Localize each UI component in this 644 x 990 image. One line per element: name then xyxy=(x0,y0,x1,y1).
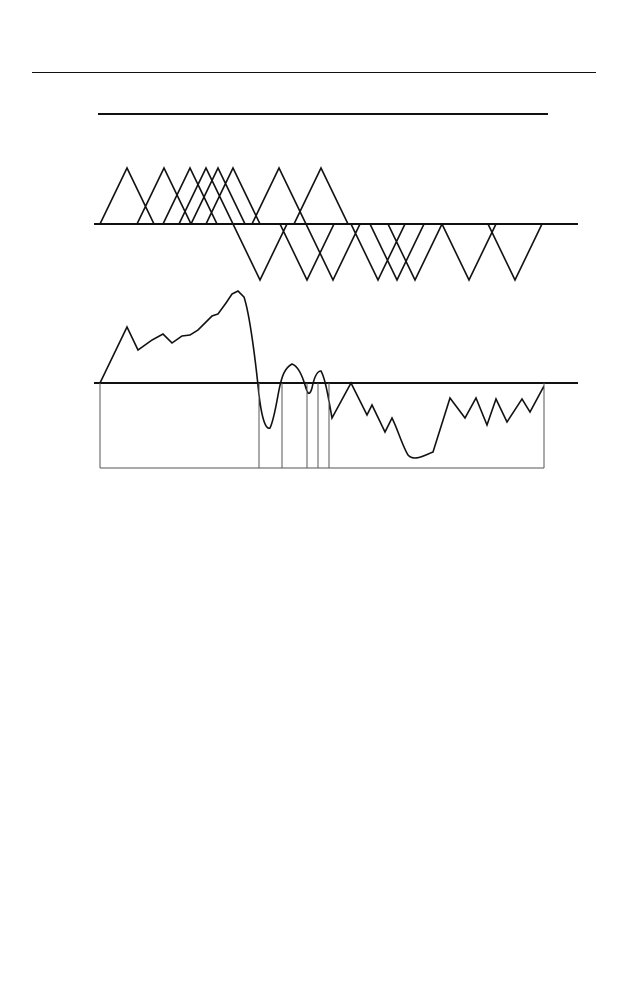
tri-down-5 xyxy=(370,224,424,280)
triangle-potentials xyxy=(94,168,578,280)
tri-down-1 xyxy=(233,224,287,280)
text-line xyxy=(32,856,596,879)
potential-line xyxy=(100,291,544,458)
tri-down-4 xyxy=(351,224,405,280)
text-line xyxy=(32,523,596,546)
tri-down-6 xyxy=(388,224,442,280)
projection-lines xyxy=(100,383,544,468)
text-line xyxy=(32,834,596,857)
text-line xyxy=(32,698,596,721)
text-line xyxy=(32,545,596,568)
text-line xyxy=(32,721,596,744)
tri-down-2 xyxy=(280,224,334,280)
text-line xyxy=(32,743,596,766)
text-line xyxy=(32,568,596,591)
text-line xyxy=(32,902,596,925)
text-line xyxy=(32,879,596,902)
section-8-1 xyxy=(32,653,596,947)
tri-up-1 xyxy=(100,168,154,224)
paragraph-continued xyxy=(32,500,596,658)
tri-down-7 xyxy=(442,224,496,280)
text-line xyxy=(32,924,596,947)
section-title-line xyxy=(32,653,596,676)
text-line xyxy=(32,811,596,834)
potential-curve xyxy=(94,291,578,458)
text-line xyxy=(32,613,596,636)
section-first-line xyxy=(32,676,596,699)
text-line xyxy=(32,789,596,812)
text-line xyxy=(32,590,596,613)
tri-down-3 xyxy=(306,224,360,280)
tri-down-8 xyxy=(488,224,542,280)
tri-up-3 xyxy=(163,168,217,224)
text-line xyxy=(32,500,596,523)
text-line xyxy=(32,766,596,789)
